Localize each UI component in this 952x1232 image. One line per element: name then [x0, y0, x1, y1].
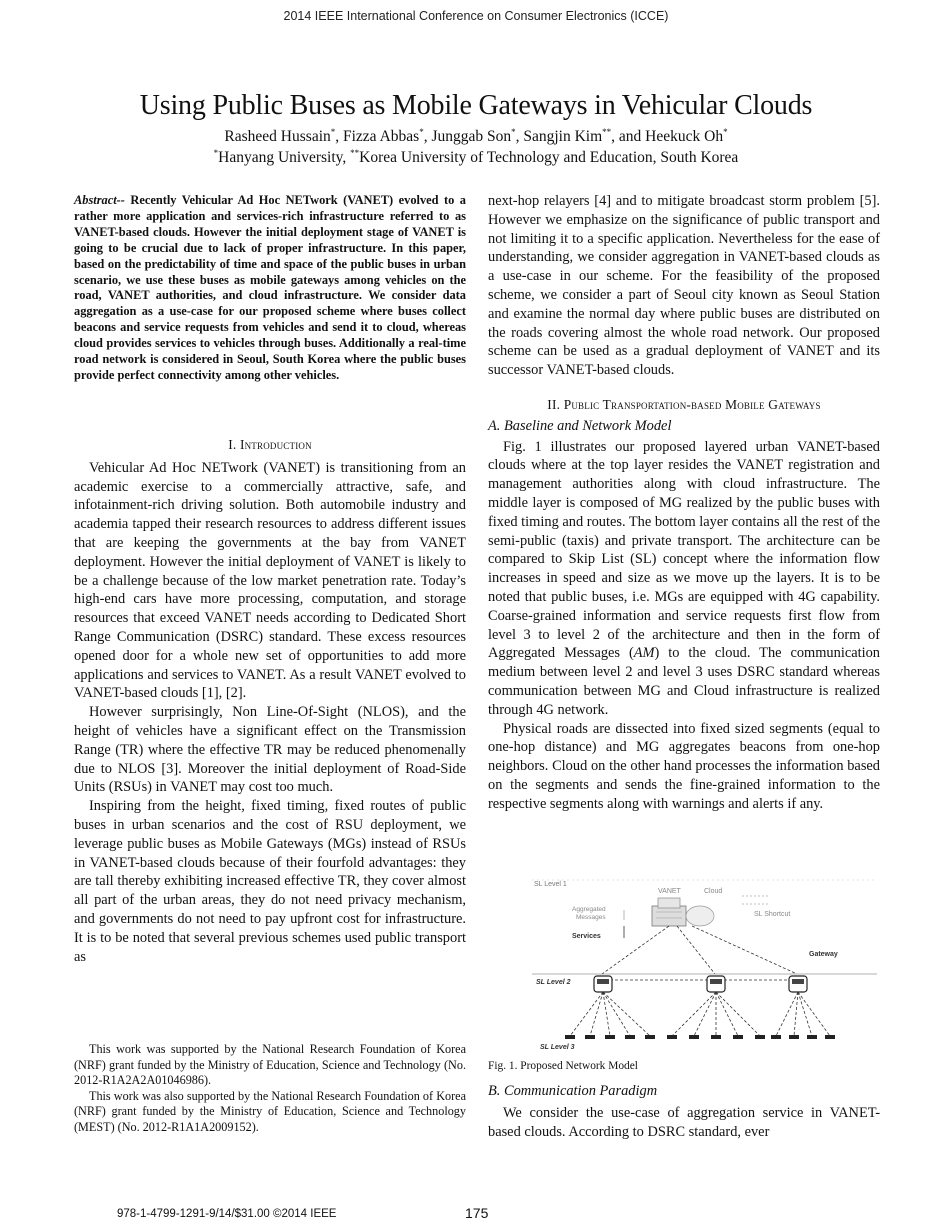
paragraph: Physical roads are dissected into fixed sized segments (equal to one-hop distance) and MG aggregates beacons from one-hop neighbors. Cloud on the other hand processes the information based on the segments and sends the fine-grained information to the respective segments along with warnings and alerts if any. [488, 720, 880, 812]
subsection-heading: B. Communication Paradigm [488, 1083, 658, 1099]
abstract [74, 193, 466, 384]
figure-caption: Fig. 1. Proposed Network Model [488, 1060, 638, 1072]
bus-icon [789, 976, 807, 992]
affiliation: Hanyang University, [218, 149, 351, 166]
paper-title: Using Public Buses as Mobile Gateways in Vehicular Clouds [139, 90, 813, 121]
affiliations: *Hanyang University, **Korea University of Technology and Education, South Korea [213, 148, 739, 166]
section-heading: I. Introduction [228, 437, 312, 452]
figure-label: Services [572, 933, 601, 940]
author-name: Sangjin Kim [523, 128, 603, 145]
figure-label: SL Level 3 [540, 1044, 575, 1051]
figure-label: SL Level 1 [534, 881, 567, 888]
abstract-label: Abstract-- [74, 193, 125, 207]
figure-label: Gateway [809, 951, 838, 958]
figure-label: Cloud [704, 888, 723, 895]
section-heading: II. Public Transportation-based Mobile Gateways [547, 396, 821, 412]
copyright-footer: 978-1-4799-1291-9/14/$31.00 ©2014 IEEE [117, 1208, 337, 1220]
affiliation: Korea University of Technology and Education, South Korea [359, 149, 739, 166]
figure-label: SL Level 2 [536, 979, 571, 986]
paragraph: We consider the use-case of aggregation service in VANET-based clouds. According to DSRC standard, ever [488, 1104, 880, 1140]
introduction-section [74, 436, 466, 966]
paragraph: Vehicular Ad Hoc NETwork (VANET) is transitioning from an academic exercise to a commercially attractive, safe, and infotainment-rich driving solution. Both automobile industry and academia tapped their research resources to address different issues that are keeping the governments at the bay from VANET deployment. However the initial deployment of VANET is likely to be a challenge because of the low market penetration rate. Today’s high-end cars have more processing, computation, and storage resources that exceed VANET needs according to Dedicated Short Range Communication (DSRC) standard. These excess resources opened door for a whole new set of opportunities to add more applications and services to VANET. As a result VANET evolved to VANET-based clouds [1], [2]. [74, 459, 466, 702]
footnote: This work was also supported by the National Research Foundation of Korea (NRF) grant funded by the Ministry of Education, Science and Technology (MEST) (No. 2012-R1A1A2009152). [74, 1088, 466, 1134]
author-list: Rasheed Hussain*, Fizza Abbas*, Junggab Son*, Sangjin Kim**, and Heekuck Oh* [224, 127, 728, 145]
paragraph: Inspiring from the height, fixed timing, fixed routes of public buses in urban scenarios and the cost of RSU deployment, we leverage public buses as Mobile Gateways (MGs) instead of RSUs in VANET-based clouds because of their fourfold advantages: they are tall thereby exhibiting increased effective TR, they cover almost all part of the urban areas, they do not need privacy mechanism, and governments do not need to pay upfront cost for infrastructure. It is to be noted that several previous schemes used public transport as [74, 798, 466, 965]
author-name: and Heekuck Oh [618, 128, 724, 145]
subsection-heading: A. Baseline and Network Model [488, 417, 672, 434]
cloud-building-icon [652, 898, 714, 926]
bus-icon [594, 976, 612, 992]
figure-label: SL Shortcut [754, 911, 791, 918]
paragraph: Fig. 1 illustrates our proposed layered urban VANET-based clouds where at the top layer resides the VANET registration and management authorities along with cloud infrastructure. The middle layer is composed of MG realized by the public buses with fixed timing and routes. The bottom layer contains all the rest of the semi-public (taxis) and private transport. The architecture can be compared to Skip List (SL) concept where the information flow increases in speed and size as we move up the layers. It is to be noted that public buses, i.e. MGs are equipped with 4G capability. Coarse-grained information and service requests first flow from level 3 to level 2 of the architecture and then in the form of Aggregated Messages (AM) to the cloud. The communication medium between level 2 and level 3 uses DSRC standard whereas communication between MG and Cloud infrastructure is realized through 4G network. [488, 438, 880, 718]
author-name: Fizza Abbas [343, 128, 420, 145]
figure-label: VANET [658, 888, 681, 895]
conference-header: 2014 IEEE International Conference on Consumer Electronics (ICCE) [283, 9, 669, 23]
figure-label: Messages [576, 914, 606, 921]
abstract-text: Recently Vehicular Ad Hoc NETwork (VANET) evolved to a rather more application and services-rich infrastructure referred to as VANET-based clouds. However the initial deployment stage of VANET is going to be crucial due to lack of proper infrastructure. In this paper, based on the predictability of time and space of the public buses in urban scenario, we use these buses as mobile gateways among vehicles on the road, VANET authorities, and cloud infrastructure. We consider data aggregation as a use-case for our proposed scheme where buses collect beacons and service requests from vehicles and send it to cloud, whereas cloud provides services to vehicles through buses. Additionally a real-time road network is considered in Seoul, South Korea where the public buses provide perfect connectivity among other vehicles. [74, 193, 466, 382]
page-number: 175 [465, 1205, 489, 1221]
figure-label: Aggregated [572, 906, 606, 913]
author-name: Rasheed Hussain [224, 128, 331, 145]
vehicle-icon [565, 1035, 835, 1039]
communication-paradigm-section [488, 1082, 880, 1141]
footnote: This work was supported by the National Research Foundation of Korea (NRF) grant funded by the Ministry of Education, Science and Technology (No. 2012-R1A2A2A01046986). [74, 1042, 466, 1087]
bus-icon [707, 976, 725, 992]
footnotes [74, 1042, 466, 1135]
author-name: Junggab Son [431, 128, 512, 145]
paragraph: next-hop relayers [4] and to mitigate broadcast storm problem [5]. However we emphasize on the significance of public transport and not limiting it to a specific application. Nevertheless for the ease of understanding, we consider aggregation in VANET-based clouds as a use-case in our scheme. For the feasibility of the proposed scheme, we consider a part of Seoul city known as Seoul Station and examine the normal day where public buses are distributed on the roads covering almost the whole road network. Our proposed scheme can be used as a gradual deployment of VANET and its successor VANET-based clouds. [488, 193, 880, 379]
network-model-figure [532, 876, 877, 1054]
paragraph: However surprisingly, Non Line-Of-Sight (NLOS), and the height of vehicles have a significant effect on the Transmission Range (TR) where the effective TR may be reduced phenomenally due to NLOS [3]. Moreover the initial deployment of Road-Side Units (RSUs) in VANET may cost too much. [74, 704, 466, 796]
right-column-text [488, 192, 880, 814]
